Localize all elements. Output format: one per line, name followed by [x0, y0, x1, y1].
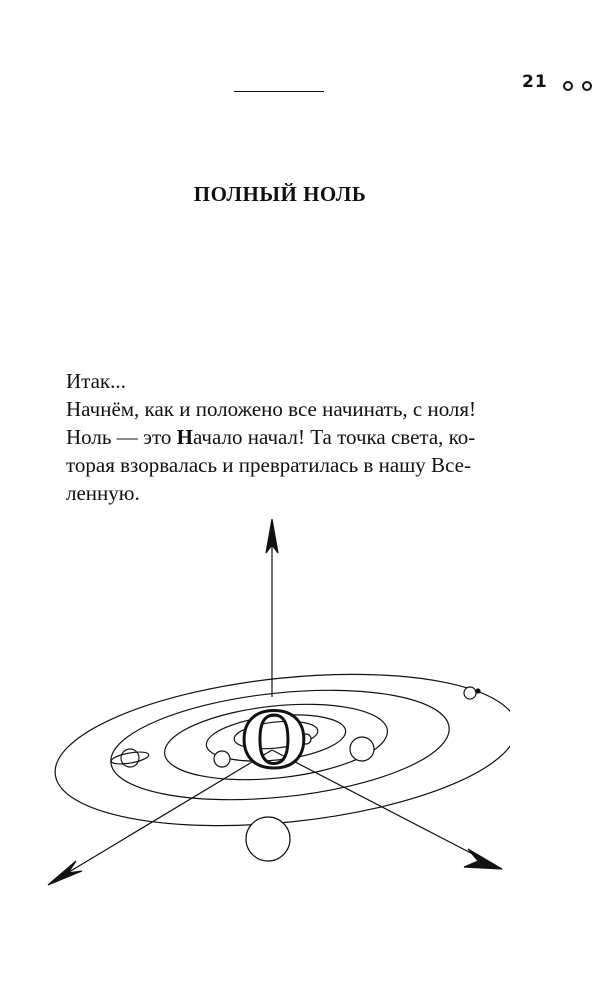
paragraph-3-line-1 — [66, 423, 536, 451]
moon-far-right — [476, 689, 480, 693]
bold-initial: Н — [176, 425, 193, 449]
body-text — [66, 367, 536, 507]
paragraph-2: Начнём, как и положено все начинать, с ноля! — [66, 397, 477, 421]
page-number: 21 — [522, 72, 548, 92]
planet-right — [350, 737, 374, 761]
paragraph-3-rest: ачало начал! Та точка света, ко- — [192, 425, 476, 449]
chapter-title: ПОЛНЫЙ НОЛЬ — [193, 182, 367, 206]
header-rule — [234, 91, 324, 92]
planet-far-right — [464, 687, 476, 699]
double-circle-icon — [560, 79, 596, 93]
axis-left — [54, 750, 272, 881]
solar-system-illustration — [40, 515, 510, 895]
planet-small-left — [214, 751, 230, 767]
planet-large-front — [246, 817, 290, 861]
paragraph-3-line-3: ленную. — [66, 481, 140, 505]
center-zero: О — [240, 696, 308, 785]
paragraph-1: Итак... — [66, 369, 126, 393]
arrow-left-icon — [48, 861, 82, 885]
paragraph-3-start: Ноль — это — [66, 425, 177, 449]
paragraph-3-line-2: торая взорвалась и превратилась в нашу Все- — [66, 453, 471, 477]
